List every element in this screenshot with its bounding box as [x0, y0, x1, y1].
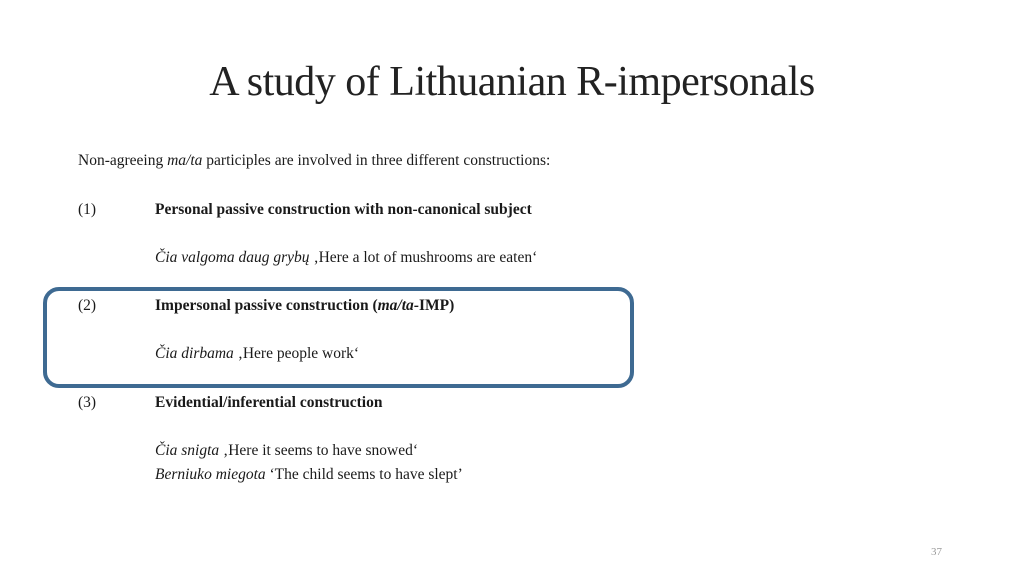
slide-title: A study of Lithuanian R-impersonals: [209, 59, 815, 105]
item-2-heading-suffix: -IMP): [413, 297, 455, 314]
item-1-example-gloss: ‚Here a lot of mushrooms are eaten‘: [309, 249, 538, 266]
item-3-heading: Evidential/inferential construction: [155, 394, 383, 411]
item-3-number: (3): [78, 394, 97, 411]
item-2-heading: [155, 297, 454, 315]
item-2-heading-prefix: Impersonal passive construction (: [155, 297, 378, 314]
item-2-number: (2): [78, 297, 97, 314]
intro-italic: ma/ta: [167, 152, 203, 169]
item-3-example-1-lithuanian: Čia snigta: [155, 442, 220, 459]
item-3-example-2-lithuanian: Berniuko miegota: [155, 466, 266, 483]
page-number: 37: [931, 546, 942, 558]
intro-text: [78, 152, 550, 170]
item-3-example-1-gloss: ‚Here it seems to have snowed‘: [219, 442, 419, 459]
item-3-example-1: [155, 442, 418, 460]
item-1-example-lithuanian: Čia valgoma daug grybų: [155, 249, 310, 266]
item-2-heading-italic: ma/ta: [377, 297, 414, 314]
intro-prefix: Non-agreeing: [78, 152, 168, 169]
item-2-example-lithuanian: Čia dirbama: [155, 345, 234, 362]
intro-suffix: participles are involved in three different constructions:: [202, 152, 551, 169]
item-3-example-2: [155, 466, 463, 484]
item-1-example: [155, 249, 537, 267]
item-1-heading: Personal passive construction with non-canonical subject: [155, 201, 532, 218]
item-1-number: (1): [78, 201, 97, 218]
item-3-example-2-gloss: ‘The child seems to have slept’: [265, 466, 463, 483]
item-2-example: [155, 345, 359, 363]
item-2-example-gloss: ‚Here people work‘: [233, 345, 360, 362]
